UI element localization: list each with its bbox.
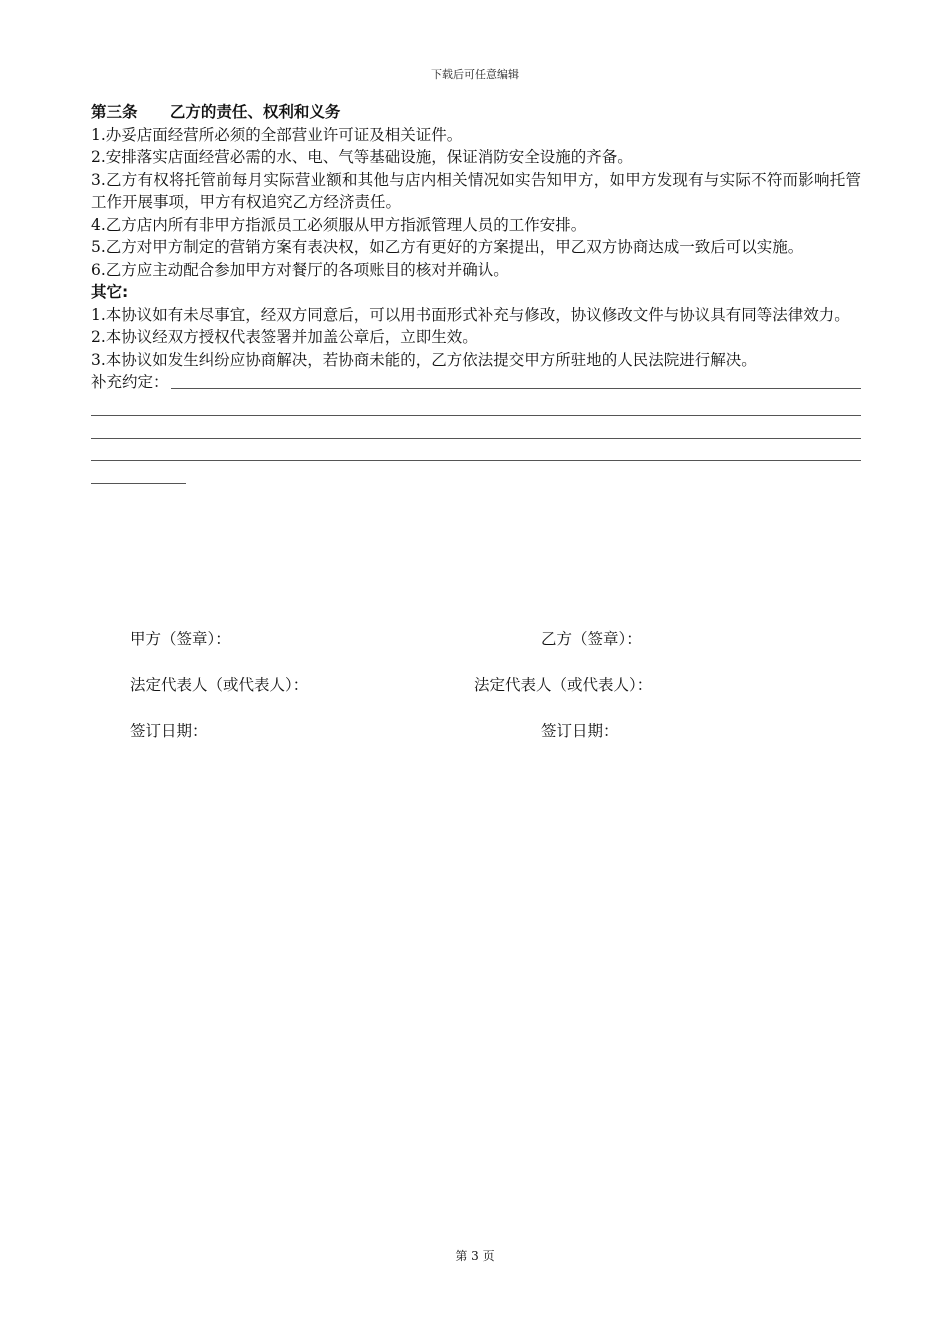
article-3-item-2: 2.安排落实店面经营必需的水、电、气等基础设施，保证消防安全设施的齐备。 [91,148,633,166]
article-3-item-1: 1.办妥店面经营所必须的全部营业许可证及相关证件。 [91,125,463,144]
others-title: 其它: [91,283,129,301]
article-3-item-4: 4.乙方店内所有非甲方指派员工必须服从甲方指派管理人员的工作安排。 [91,215,587,234]
supplement-blank-line [91,416,861,439]
supplement-line [91,371,861,394]
article-3-item-6: 6.乙方应主动配合参加甲方对餐厅的各项账目的核对并确认。 [91,260,509,279]
party-b-date-label: 签订日期： [541,722,619,740]
article-3-title: 第三条 乙方的责任、权利和义务 [91,103,341,121]
article-3-item-3: 3.乙方有权将托管前每月实际营业额和其他与店内相关情况如实告知甲方，如甲方发现有与实际不符而影响托管工作开展事项，甲方有权追究乙方经济责任。 [91,170,861,211]
party-b-rep-label: 法定代表人（或代表人）： [474,676,653,694]
party-a-date-label: 签订日期： [130,722,208,740]
page-header: 下载后可任意编辑 [431,68,519,81]
party-b-seal-label: 乙方（签章）： [541,630,642,648]
supplement-blank [171,388,861,389]
page-number: 第 3 页 [455,1249,495,1263]
document-body [91,101,861,484]
signature-block [0,627,950,765]
article-3-item-5: 5.乙方对甲方制定的营销方案有表决权，如乙方有更好的方案提出，甲乙双方协商达成一致后可以实施。 [91,238,804,256]
supplement-blank-line [91,439,861,462]
supplement-label: 补充约定： [91,373,169,391]
signature-row-date [0,719,950,765]
supplement-blank-line-short [91,461,186,484]
supplement-blank-line [91,394,861,417]
others-item-3: 3.本协议如发生纠纷应协商解决，若协商未能的，乙方依法提交甲方所驻地的人民法院进行解决。 [91,350,757,369]
signature-row-representative [0,673,950,719]
party-a-rep-label: 法定代表人（或代表人）： [130,676,309,694]
signature-row-seal [0,627,950,673]
others-item-1: 1.本协议如有未尽事宜，经双方同意后，可以用书面形式补充与修改，协议修改文件与协议具有同等法律效力。 [91,305,850,324]
party-a-seal-label: 甲方（签章）： [130,630,231,648]
others-item-2: 2.本协议经双方授权代表签署并加盖公章后，立即生效。 [91,328,478,346]
